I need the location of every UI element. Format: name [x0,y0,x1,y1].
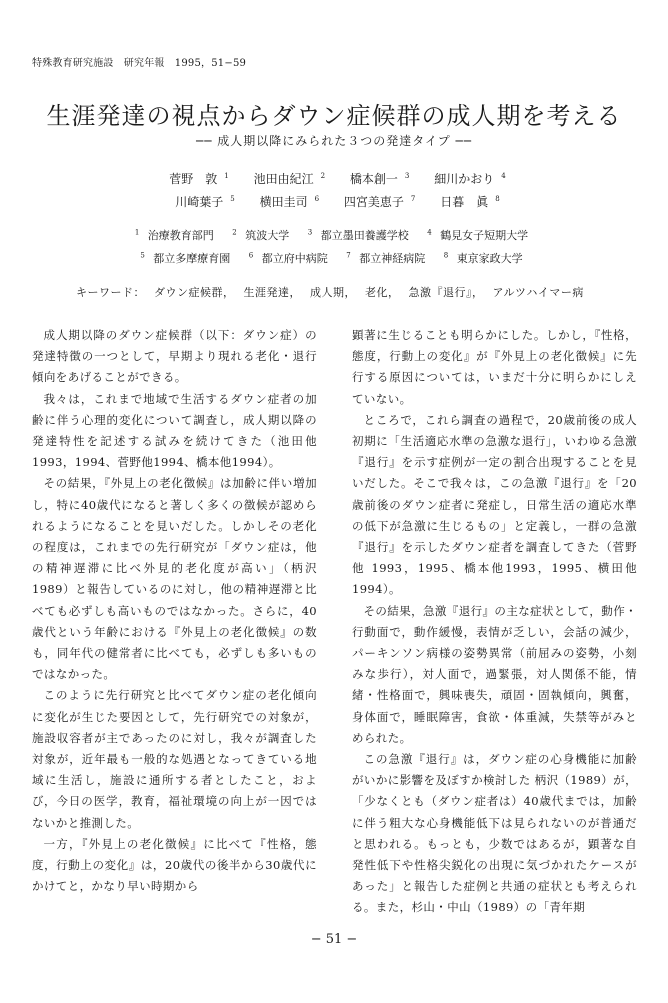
paragraph: その結果，急激『退行』の主な症状として，動作・行動面で，動作緩慢，表情が乏しい，会話の減少，パーキンソン病様の姿勢異常（前屈みの姿勢，小刻みな歩行），対人面で，過緊張，対人関係不能，情緒・性格面で，興味喪失，頑固・固執傾向，興奮，身体面で，睡眠障害，食欲・体重減，失禁等がみとめられた。 [352,603,637,745]
affiliation-list [0,222,668,269]
affiliation-row-1 [0,222,668,246]
author-row-1 [0,166,668,189]
paragraph: 顕著に生じることも明らかにした。しかし，『性格，態度，行動上の変化』が『外見上の老化徴候』に先行する原因については，いまだ十分に明らかにしえていない。 [352,328,637,406]
author: 川崎葉子 $^5$ [175,195,235,209]
keyword: アルツハイマー病 [492,286,584,299]
paragraph: 成人期以降のダウン症候群（以下：ダウン症）の発達特徴の一つとして，早期より現れる老化・退行傾向をあげることができる。 [32,328,317,385]
author: 日暮 眞 $^8$ [440,195,500,209]
author: 横田圭司 $^6$ [259,195,320,209]
keyword: 生涯発達， [243,286,301,299]
keyword: 急激『退行』， [408,286,484,299]
page-number: − 51 − [310,932,358,947]
author: 池田由紀江 $^2$ [253,172,326,186]
author-row-2 [0,189,668,212]
keywords-label: キーワード： [76,286,145,299]
affiliation: $^3$ 都立墨田養護学校 [307,228,409,242]
paragraph: ところで，これら調査の過程で，20歳前後の成人初期に「生活適応水準の急激な退行」，いわゆる急激『退行』を示す症例が一定の割合出現することを見いだした。そこで我々は，この急激『退行』を「20歳前後のダウン症者に発症し，日常生活の適応水準の低下が急激に生じるもの」と定義し，一群の急激『退行』を示したダウン症者を調査してきた（菅野他 1993，1995、橋本他1993，1995、横田他1994）。 [352,412,637,597]
affiliation: $^8$ 東京家政大学 [443,251,523,266]
paragraph: 我々は，これまで地域で生活するダウン症者の加齢に伴う心理的変化について調査し，成人期以降の発達特性を記述する試みを続けてきた（池田他 1993，1994、菅野他1994、橋本他1994）。 [32,391,317,470]
affiliation: $^5$ 都立多摩療育園 [140,251,231,266]
keyword: 成人期， [310,286,356,299]
author-list [0,166,668,212]
keyword: ダウン症候群， [154,286,235,299]
paragraph: 一方，『外見上の老化徴候』に比べて『性格，態度，行動上の変化』は，20歳代の後半から30歳代にかけてと，かなり早い時期から [32,836,317,894]
keyword: 老化， [365,286,400,299]
body-column-right [352,325,637,919]
paragraph: このように先行研究と比べてダウン症の老化傾向に変化が生じた要因として，先行研究での対象が，施設収容者が主であったのに対し，我々が調査した対象が，近年最も一般的な処遇となってきている地域に生活し，施設に通所する者としたこと，および，今日の医学，教育，福祉環境の向上が一因ではないかと推測した。 [32,688,317,830]
paragraph: この急激『退行』は，ダウン症の心身機能に加齢がいかに影響を及ぼすか検討した 柄沢（1989）が，「少なくとも（ダウン症者は）40歳代までは，加齢に伴う粗大な心身機能低下は見られないのが普通だと思われる。もっとも，少数ではあるが，顕著な自発性低下や性格尖鋭化の出現に気づかれたケースがあった」と報告した症例と共通の症状とも考えられる。また，杉山・中山（1989）の「青年期 [352,752,637,915]
affiliation: $^1$ 治療教育部門 [134,228,214,242]
keywords [76,284,589,300]
affiliation: $^7$ 都立神経病院 [346,251,426,266]
affiliation-row-2 [0,246,668,270]
affiliation: $^6$ 都立府中病院 [248,251,328,266]
author: 橋本創一 $^3$ [349,172,410,186]
body-column-left [32,325,317,897]
author: 四宮美恵子 $^7$ [343,195,416,209]
paragraph: その結果，『外見上の老化徴候』は加齢に伴い増加し，特に40歳代になると著しく多くの徴候が認められるようになることを見いだした。しかしその老化の程度は，これまでの先行研究が「ダウン症は，他の精神遅滞に比べ外見的老化度が高い」（柄沢 1989）と報告しているのに対し，他の精神遅滞と比べても必ずしも高いものではなかった。さらに，40歳代という年齢における『外見上の老化徴候』の数も，同年代の健常者に比べても，必ずしも多いものではなかった。 [32,476,317,682]
article-subtitle: ── 成人期以降にみられた３つの発達タイプ ── [196,134,472,148]
article-title: 生涯発達の視点からダウン症候群の成人期を考える [46,102,622,130]
author: 菅野 敦 $^1$ [169,172,229,186]
journal-header: 特殊教育研究施設 研究年報 1995，51−59 [32,58,247,69]
affiliation: $^2$ 筑波大学 [232,228,290,242]
affiliation: $^4$ 鶴見女子短期大学 [427,228,529,242]
author: 細川かおり $^4$ [434,172,506,186]
